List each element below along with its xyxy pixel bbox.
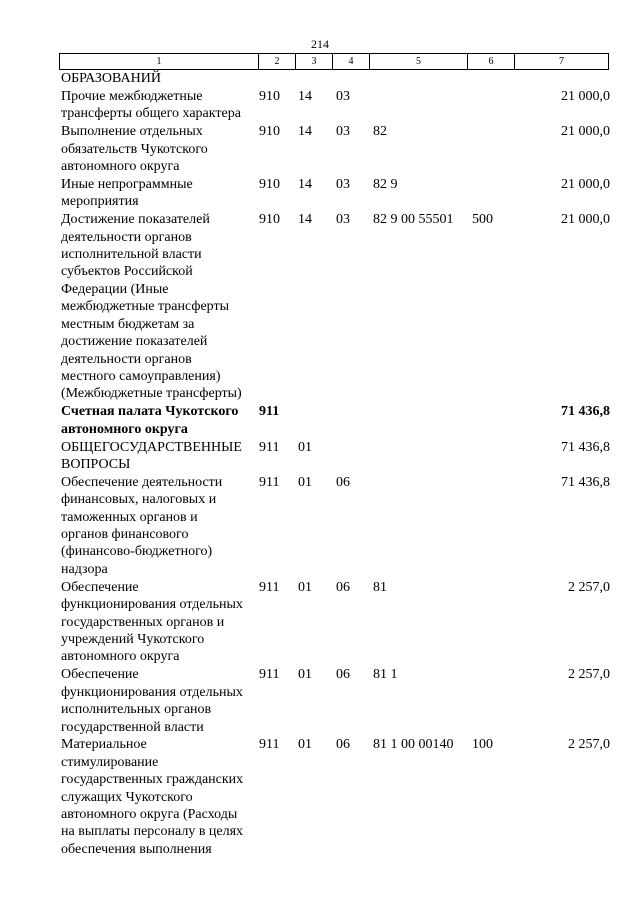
section-code: 14 <box>298 124 312 140</box>
subsection-code: 03 <box>336 88 350 104</box>
target-article-code: 82 9 <box>373 176 398 192</box>
ministry-code: 910 <box>259 88 280 104</box>
ministry-code: 911 <box>259 474 280 490</box>
target-article-code: 82 9 00 55501 <box>373 212 454 228</box>
target-article-code: 81 1 00 00140 <box>373 737 454 753</box>
column-header: 5 <box>370 54 468 70</box>
row-name: Обеспечение деятельности финансовых, налоговых и таможенных органов и органов финансового (финансово-бюджетного) надзора <box>61 474 223 577</box>
section-code: 01 <box>298 474 312 490</box>
amount: 2 257,0 <box>568 667 610 683</box>
table-row <box>61 736 621 858</box>
amount: 71 436,8 <box>561 474 610 490</box>
amount: 21 000,0 <box>561 124 610 140</box>
row-name: Выполнение отдельных обязательств Чукотского автономного округа <box>61 124 208 175</box>
row-name: Достижение показателей деятельности органов исполнительной власти субъектов Российской Федерации (Иные межбюджетные трансферты местным бюджетам за достижение показателей деятельности органов местного самоуправления) (Межбюджетные трансферты) <box>61 212 242 402</box>
budget-table-body <box>61 70 621 859</box>
subsection-code: 06 <box>336 474 350 490</box>
subsection-code: 06 <box>336 737 350 753</box>
amount: 21 000,0 <box>561 88 610 104</box>
ministry-code: 910 <box>259 212 280 228</box>
table-row <box>61 88 621 123</box>
table-row <box>61 579 621 666</box>
section-code: 01 <box>298 439 312 455</box>
subsection-code: 03 <box>336 176 350 192</box>
section-code: 01 <box>298 667 312 683</box>
row-name: Обеспечение функционирования отдельных исполнительных органов государственной власти <box>61 667 243 735</box>
column-header-row <box>60 54 609 70</box>
table-row <box>61 211 621 402</box>
subsection-code: 03 <box>336 212 350 228</box>
subsection-code: 06 <box>336 667 350 683</box>
table-row <box>61 176 621 211</box>
row-name: Иные непрограммные мероприятия <box>61 176 193 210</box>
column-header: 2 <box>259 54 296 70</box>
amount: 21 000,0 <box>561 212 610 228</box>
column-header: 7 <box>515 54 609 70</box>
expense-type-code: 500 <box>472 212 493 228</box>
amount: 2 257,0 <box>568 737 610 753</box>
amount: 21 000,0 <box>561 176 610 192</box>
ministry-code: 911 <box>259 439 280 455</box>
column-header: 6 <box>468 54 515 70</box>
section-code: 14 <box>298 176 312 192</box>
table-row <box>61 403 621 438</box>
row-name: ОБЩЕГОСУДАРСТВЕННЫЕ ВОПРОСЫ <box>61 439 242 472</box>
row-name: Прочие межбюджетные трансферты общего характера <box>61 88 241 122</box>
ministry-code: 910 <box>259 176 280 192</box>
ministry-code: 911 <box>259 737 280 753</box>
table-row <box>61 70 621 87</box>
ministry-code: 910 <box>259 124 280 140</box>
amount: 2 257,0 <box>568 579 610 595</box>
section-code: 14 <box>298 212 312 228</box>
target-article-code: 81 1 <box>373 667 398 683</box>
row-name: ОБРАЗОВАНИЙ <box>61 71 161 86</box>
ministry-code: 911 <box>259 579 280 595</box>
section-code: 01 <box>298 737 312 753</box>
row-name: Счетная палата Чукотского автономного округа <box>61 404 239 437</box>
target-article-code: 82 <box>373 124 387 140</box>
column-header: 3 <box>296 54 333 70</box>
target-article-code: 81 <box>373 579 387 595</box>
page-number: 214 <box>311 37 329 51</box>
table-row <box>61 666 621 736</box>
subsection-code: 06 <box>336 579 350 595</box>
row-name: Обеспечение функционирования отдельных государственных органов и учреждений Чукотского автономного округа <box>61 579 243 665</box>
table-row <box>61 474 621 578</box>
amount: 71 436,8 <box>561 439 610 455</box>
column-header: 4 <box>333 54 370 70</box>
column-header-table <box>59 53 609 70</box>
amount: 71 436,8 <box>561 404 610 420</box>
table-row <box>61 123 621 175</box>
ministry-code: 911 <box>259 667 280 683</box>
section-code: 14 <box>298 88 312 104</box>
subsection-code: 03 <box>336 124 350 140</box>
row-name: Материальное стимулирование государственных гражданских служащих Чукотского автономного округа (Расходы на выплаты персоналу в целях обеспечения выполнения <box>61 737 244 857</box>
column-header: 1 <box>60 54 259 70</box>
table-row <box>61 439 621 474</box>
section-code: 01 <box>298 579 312 595</box>
ministry-code: 911 <box>259 404 280 420</box>
expense-type-code: 100 <box>472 737 493 753</box>
